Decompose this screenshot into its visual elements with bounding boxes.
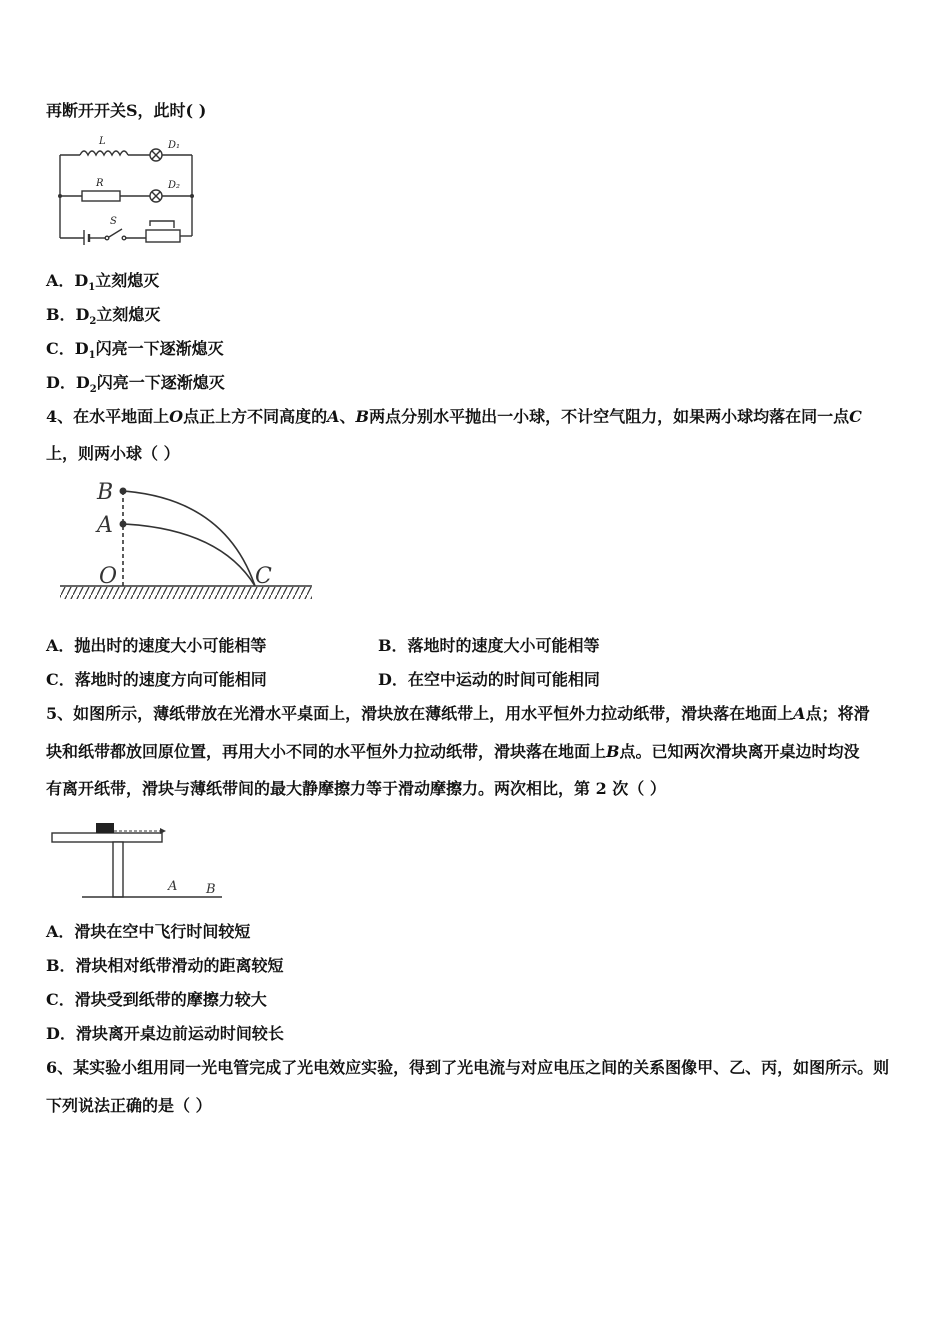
q4-stem-line2: 上，则两小球（ ）	[46, 444, 180, 463]
label-D1: D₁	[168, 140, 181, 151]
q5-option-c: C．滑块受到纸带的摩擦力较大	[46, 990, 267, 1009]
q3-option-b: B．$D_2$立刻熄灭	[46, 305, 161, 328]
q4-option-b: B．落地时的速度大小可能相等	[378, 636, 600, 655]
q3-option-c: C．$D_1$闪亮一下逐渐熄灭	[46, 339, 224, 362]
q5-stem-line2: 块和纸带都放回原位置，再用大小不同的水平恒外力拉动纸带，滑块落在地面上B点。已知两次滑块离开桌边时均没	[46, 742, 860, 761]
q5-option-a: A．滑块在空中飞行时间较短	[46, 922, 251, 941]
label-A: A	[168, 879, 178, 894]
label-D2: D₂	[168, 180, 181, 191]
q3-option-d: D．$D_2$闪亮一下逐渐熄灭	[46, 373, 225, 396]
q4-option-a: A．抛出时的速度大小可能相等	[46, 636, 267, 655]
label-B: B	[206, 882, 216, 897]
q5-table-figure	[50, 815, 230, 905]
q3-circuit-figure	[50, 130, 210, 245]
q3-stem-tail: 再断开开关S，此时( )	[46, 101, 207, 120]
q5-stem-line1: 5、如图所示，薄纸带放在光滑水平桌面上，滑块放在薄纸带上，用水平恒外力拉动纸带，滑块落在地面上A点；将滑	[46, 704, 870, 723]
label-B: B	[97, 480, 114, 505]
q6-stem-line1: 6、某实验小组用同一光电管完成了光电效应实验，得到了光电流与对应电压之间的关系图像甲、乙、丙，如图所示。则	[46, 1058, 890, 1077]
q6-stem-line2: 下列说法正确的是（ ）	[46, 1096, 212, 1115]
label-L: L	[99, 136, 106, 147]
q3-option-a: A．$D_1$立刻熄灭	[46, 271, 160, 294]
label-O: O	[99, 564, 118, 589]
q4-stem-line1: 4、在水平地面上O点正上方不同高度的A、B两点分别水平抛出一小球，不计空气阻力，如果两小球均落在同一点C	[46, 407, 862, 426]
q5-stem-line3: 有离开纸带，滑块与薄纸带间的最大静摩擦力等于滑动摩擦力。两次相比，第 2 次（ ）	[46, 779, 666, 798]
label-A: A	[97, 513, 113, 538]
q4-option-d: D．在空中运动的时间可能相同	[378, 670, 600, 689]
label-S: S	[110, 216, 117, 227]
q4-projectile-figure	[55, 475, 320, 607]
q5-option-b: B．滑块相对纸带滑动的距离较短	[46, 956, 284, 975]
label-C: C	[255, 564, 272, 589]
q4-option-c: C．落地时的速度方向可能相同	[46, 670, 267, 689]
label-R: R	[96, 178, 104, 189]
q5-option-d: D．滑块离开桌边前运动时间较长	[46, 1024, 284, 1043]
